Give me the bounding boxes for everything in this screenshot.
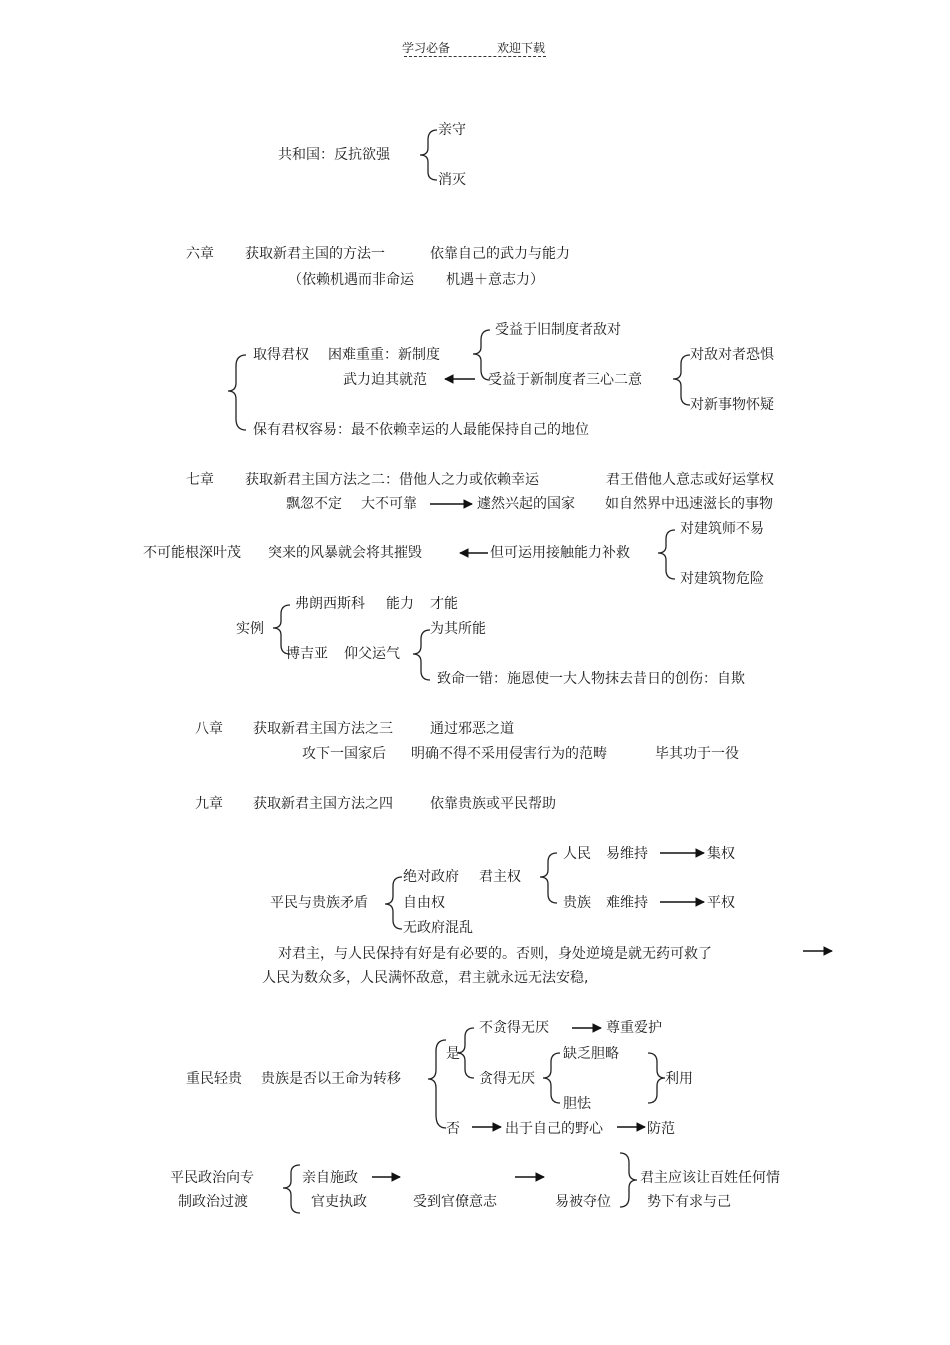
- ch7-fatal: 致命一错：施恩使一大人物抹去昔日的创伤：自欺: [437, 671, 745, 687]
- brace-ch7-builder: [658, 530, 675, 579]
- ch9-greedy: 贪得无厌: [479, 1071, 535, 1087]
- ch7-father: 仰父运气: [344, 646, 400, 662]
- ch9-nobles-question: 贵族是否以王命为转移: [261, 1071, 401, 1087]
- ch6-fear: 对敌对者恐惧: [690, 347, 774, 363]
- ch9-title: 获取新君主国方法之四: [253, 796, 393, 812]
- ch9-zhongmin: 重民轻贵: [186, 1071, 242, 1087]
- ch9-bureau: 受到官僚意志: [413, 1194, 497, 1210]
- ch7-unstable: 飘忽不定: [286, 496, 342, 512]
- ch6-keep-power: 保有君权容易：最不依赖幸运的人最能保持自己的地位: [253, 422, 589, 438]
- ch9-no-courage: 缺乏胆略: [563, 1046, 619, 1062]
- ch9-should-a: 君主应该让百姓任何情: [640, 1170, 780, 1186]
- ch9-should-b: 势下有求与己: [647, 1194, 731, 1210]
- ch9-yes: 是: [446, 1046, 460, 1062]
- ch7-remedy: 但可运用接触能力补救: [490, 545, 630, 561]
- republic-label: 共和国：反抗欲强: [278, 147, 390, 163]
- ch6-get-power: 取得君权: [253, 347, 309, 363]
- ch9-respect: 尊重爱护: [606, 1020, 662, 1036]
- ch9-paragraph-1: 对君主，与人民保持有好是有必要的。否则，身处逆境是就无药可救了: [278, 946, 712, 962]
- ch9-guard: 防范: [647, 1121, 675, 1137]
- brace-ch7-borgia: [413, 630, 430, 680]
- ch7-do-best: 为其所能: [430, 621, 486, 637]
- ch9-use: 利用: [665, 1071, 693, 1087]
- brace-ch9-use: [648, 1053, 665, 1103]
- ch6-old-system: 受益于旧制度者敌对: [495, 322, 621, 338]
- ch9-people: 人民: [563, 846, 591, 862]
- ch9-anarchy: 无政府混乱: [403, 920, 473, 936]
- ch9-usurp: 易被夺位: [555, 1194, 611, 1210]
- ch6-new-system: 受益于新制度者三心二意: [488, 372, 642, 388]
- ch6-sub-b: 机遇＋意志力）: [446, 272, 544, 288]
- ch9-monarchy: 君主权: [479, 869, 521, 885]
- ch7-title: 获取新君主国方法之二：借他人之力或依赖幸运: [245, 472, 539, 488]
- ch7-borgia: 博吉亚: [286, 646, 328, 662]
- header-left: 学习必备: [402, 41, 451, 55]
- ch9-hard: 难维持: [606, 895, 648, 911]
- ch9-officials: 官吏执政: [311, 1194, 367, 1210]
- ch7-ability: 能力: [386, 596, 414, 612]
- brace-ch6-main: [228, 355, 246, 430]
- ch6-sub-a: （依赖机遇而非命运: [288, 272, 414, 288]
- ch9-equal: 平权: [707, 895, 735, 911]
- ch9-no: 否: [446, 1121, 460, 1137]
- republic-a: 亲守: [438, 122, 466, 138]
- ch7-no-roots: 不可能根深叶茂: [143, 545, 241, 561]
- ch8-harm: 明确不得不采用侵害行为的范畴: [411, 746, 607, 762]
- ch9-title-right: 依靠贵族或平民帮助: [430, 796, 556, 812]
- republic-b: 消灭: [438, 172, 466, 188]
- ch9-chapter: 九章: [195, 796, 223, 812]
- ch8-after: 攻下一国家后: [302, 746, 386, 762]
- ch9-liberty: 自由权: [403, 895, 445, 911]
- ch9-transition-a: 平民政治向专: [170, 1170, 254, 1186]
- ch7-title-right: 君王借他人意志或好运掌权: [606, 472, 774, 488]
- ch7-unreliable: 大不可靠: [361, 496, 417, 512]
- ch7-sudden-state: 遽然兴起的国家: [477, 496, 575, 512]
- ch7-builder-a: 对建筑师不易: [680, 521, 764, 537]
- ch9-nobles: 贵族: [563, 895, 591, 911]
- brace-ch9-conflict: [385, 877, 402, 929]
- ch6-force: 武力迫其就范: [343, 372, 427, 388]
- brace-ch6-fear: [673, 355, 690, 405]
- ch7-chapter: 七章: [186, 472, 214, 488]
- ch7-nature: 如自然界中迅速滋长的事物: [605, 496, 773, 512]
- ch7-builder-b: 对建筑物危险: [680, 571, 764, 587]
- brace-republic: [420, 130, 437, 180]
- ch9-easy: 易维持: [606, 846, 648, 862]
- ch6-difficulty: 困难重重：新制度: [328, 347, 440, 363]
- brace-ch9-transition: [283, 1165, 300, 1213]
- ch6-title-right: 依靠自己的武力与能力: [430, 246, 570, 262]
- ch8-once: 毕其功于一役: [655, 746, 739, 762]
- ch9-timid: 胆怯: [563, 1096, 591, 1112]
- brace-ch9-zhongmin: [428, 1040, 446, 1128]
- header-right: 欢迎下载: [497, 41, 546, 55]
- ch7-francesco: 弗朗西斯科: [295, 596, 365, 612]
- ch9-not-greedy: 不贪得无厌: [479, 1020, 549, 1036]
- ch6-title: 获取新君主国的方法一: [245, 246, 385, 262]
- ch8-title-right: 通过邪恶之道: [430, 721, 514, 737]
- brace-ch9-final: [620, 1153, 637, 1207]
- ch7-talent: 才能: [430, 596, 458, 612]
- brace-ch9-greedy: [543, 1053, 560, 1103]
- ch7-storm: 突来的风暴就会将其摧毁: [268, 545, 422, 561]
- ch9-paragraph-2: 人民为数众多，人民满怀敌意，君主就永远无法安稳,: [262, 970, 589, 986]
- ch9-ambition: 出于自己的野心: [505, 1121, 603, 1137]
- ch9-absolute: 绝对政府: [403, 869, 459, 885]
- ch8-title: 获取新君主国方法之三: [253, 721, 393, 737]
- ch9-central: 集权: [707, 846, 735, 862]
- ch6-doubt: 对新事物怀疑: [690, 397, 774, 413]
- ch9-transition-b: 制政治过渡: [178, 1194, 248, 1210]
- ch9-personal: 亲自施政: [302, 1170, 358, 1186]
- brace-ch9-people: [540, 853, 557, 903]
- ch9-conflict: 平民与贵族矛盾: [270, 895, 368, 911]
- ch8-chapter: 八章: [195, 721, 223, 737]
- ch7-example: 实例: [236, 621, 264, 637]
- ch6-chapter: 六章: [186, 246, 214, 262]
